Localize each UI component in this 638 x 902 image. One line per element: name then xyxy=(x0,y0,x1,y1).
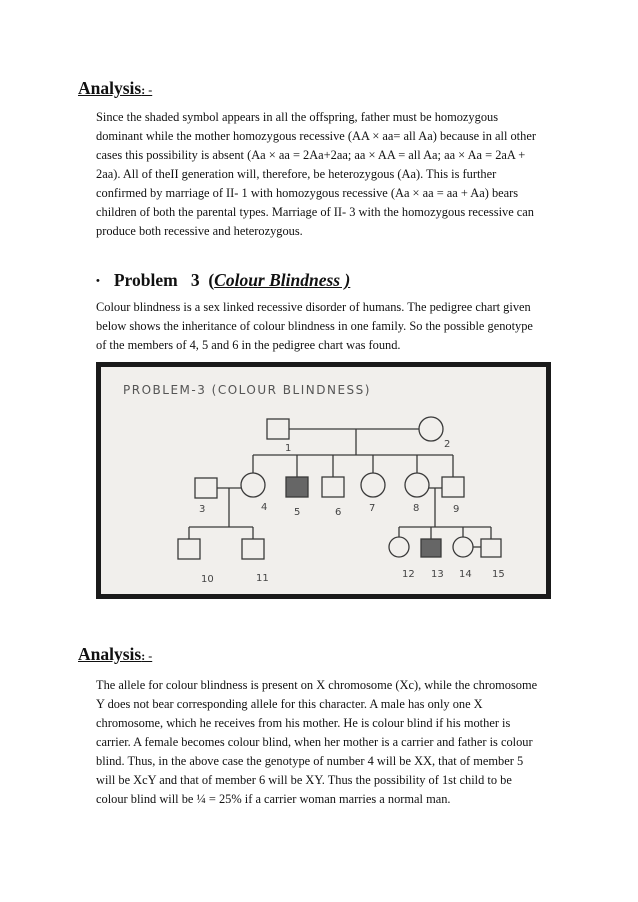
pedigree-female-14 xyxy=(453,537,473,557)
pedigree-label: 11 xyxy=(256,573,269,584)
text-line: of the members of 4, 5 and 6 in the pedigree chart was found. xyxy=(96,338,401,352)
analysis-heading-1-suffix: : - xyxy=(141,83,153,97)
text-line: confirmed by marriage of II- 1 with homozygous recessive (Aa × aa = aa + Aa) bears xyxy=(96,186,519,200)
pedigree-label: 3 xyxy=(199,504,206,515)
text-line: children of both the parental types. Marriage of II- 3 with the homozygous recessive can xyxy=(96,205,534,219)
text-line: will be XcY and that of member 6 will be XY. Thus the possibility of 1st child to be xyxy=(96,773,512,787)
pedigree-label: 8 xyxy=(413,503,420,514)
pedigree-label: 4 xyxy=(261,502,268,513)
pedigree-label: 12 xyxy=(402,569,415,580)
pedigree-male-11 xyxy=(242,539,264,559)
analysis-paragraph-1 xyxy=(96,108,566,241)
bullet-icon: • xyxy=(96,275,100,287)
text-line: below shows the inheritance of colour blindness in one family. So the possible genotype xyxy=(96,319,533,333)
pedigree-label: 2 xyxy=(444,439,451,450)
pedigree-label: 1 xyxy=(285,443,292,454)
text-line: cases this possibility is absent (Aa × aa = 2Aa+2aa; aa × AA = all Aa; aa × Aa = 2aA + xyxy=(96,148,526,162)
text-line: Y does not bear corresponding allele for this character. A male has only one X xyxy=(96,697,483,711)
pedigree-chart-drawing xyxy=(101,367,546,594)
pedigree-label: 5 xyxy=(294,507,301,518)
pedigree-female-4 xyxy=(241,473,265,497)
pedigree-male-15 xyxy=(481,539,501,557)
text-line: dominant while the mother homozygous recessive (AA × aa= all Aa) because in all other xyxy=(96,129,536,143)
analysis-paragraph-2 xyxy=(96,676,566,809)
pedigree-label: 15 xyxy=(492,569,505,580)
analysis-heading-2 xyxy=(78,644,152,665)
pedigree-label: 10 xyxy=(201,574,214,585)
pedigree-female-7 xyxy=(361,473,385,497)
problem-heading xyxy=(96,270,350,291)
text-line: colour blind will be ¼ = 25% if a carrier woman marries a normal man. xyxy=(96,792,451,806)
pedigree-label: 6 xyxy=(335,507,342,518)
pedigree-affected-male-13 xyxy=(421,539,441,557)
text-line: carrier. A female becomes colour blind, when her mother is a carrier and father is colour xyxy=(96,735,533,749)
pedigree-male-3 xyxy=(195,478,217,498)
text-line: produce both recessive and heterozygous. xyxy=(96,224,303,238)
text-line: 2aa). All of theII generation will, therefore, be heterozygous (Aa). This is further xyxy=(96,167,497,181)
photo-title: PROBLEM-3 (COLOUR BLINDNESS) xyxy=(123,383,371,397)
pedigree-chart-photo xyxy=(96,362,551,599)
pedigree-label: 13 xyxy=(431,569,444,580)
analysis-heading-1 xyxy=(78,78,152,99)
pedigree-female-12 xyxy=(389,537,409,557)
problem-intro-paragraph xyxy=(96,298,566,355)
pedigree-male-1 xyxy=(267,419,289,439)
problem-title xyxy=(114,270,350,291)
text-line: Colour blindness is a sex linked recessive disorder of humans. The pedigree chart given xyxy=(96,300,531,314)
analysis-heading-2-suffix: : - xyxy=(141,649,153,663)
pedigree-female-8 xyxy=(405,473,429,497)
text-line: chromosome, which he receives from his mother. He is colour blind if his mother is xyxy=(96,716,511,730)
pedigree-male-6 xyxy=(322,477,344,497)
pedigree-label: 14 xyxy=(459,569,472,580)
pedigree-female-2 xyxy=(419,417,443,441)
problem-label: Problem 3 ( xyxy=(113,270,215,290)
pedigree-male-9 xyxy=(442,477,464,497)
problem-topic: Colour Blindness ) xyxy=(214,270,351,290)
text-line: blind. Thus, in the above case the genotype of number 4 will be XX, that of member 5 xyxy=(96,754,524,768)
analysis-heading-1-text: Analysis xyxy=(78,78,142,98)
pedigree-label: 9 xyxy=(453,504,460,515)
text-line: The allele for colour blindness is present on X chromosome (Xc), while the chromosome xyxy=(96,678,538,692)
pedigree-affected-male-5 xyxy=(286,477,308,497)
pedigree-label: 7 xyxy=(369,503,376,514)
text-line: Since the shaded symbol appears in all the offspring, father must be homozygous xyxy=(96,110,499,124)
analysis-heading-2-text: Analysis xyxy=(78,644,142,664)
pedigree-male-10 xyxy=(178,539,200,559)
